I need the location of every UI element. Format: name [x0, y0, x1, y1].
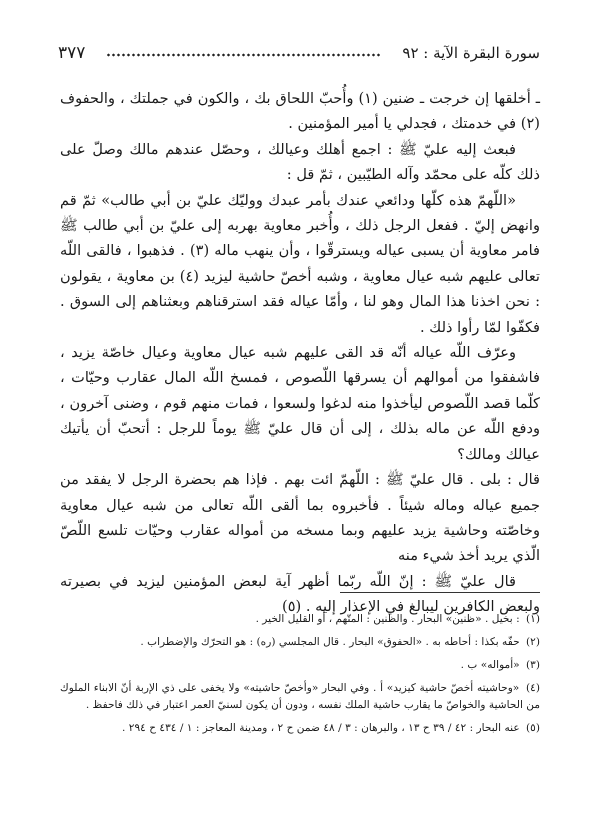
footnote: [60, 680, 540, 714]
footnote-text: «وحاشيته أخصّ حاشية كيزيد» أ . وفي البحار «وأخصّ حاشيته» ولا يخفى على ذي الإربة أنّ الابناء الملوك من الحاشية والخواصّ ما يقارب حاشية الملك نفسه ، ودون أن يكون لسنيّ العمر اعتبار في ذلك فاحفظ .: [60, 682, 540, 711]
footnote-number: (١): [526, 613, 540, 625]
footnote-text: : بخيل . «ظنين» البحار . والظنين : المتّهم ، أو القليل الخير .: [255, 613, 520, 625]
paragraph: وعرّف اللّه عياله أنّه قد القى عليهم شبه عيال معاوية وعيال خاصّة يزيد ، فاشفقوا من أموالهم أن يسرقها اللّصوص ، فمسخ اللّه المال عقارب وحيّات ، كلّما قصد اللّصوص ليأخذوا منه لدغوا ولسعوا ، فمات منهم قوم ، وضنى آخرون ، ودفع اللّه عن ماله بذلك ، إلى أن قال عليّ ﷺ يوماً للرجل : أتحبّ أن يأتيك عيالك ومالك؟: [60, 344, 540, 463]
paragraph: فبعث إليه عليّ ﷺ : اجمع أهلك وعيالك ، وحصّل عندهم مالك وصلّ على ذلك كلّه على محمّد وآله الطيّبين ، ثمّ قل :: [60, 140, 540, 184]
header-title: سورة البقرة الآية : ٩٢: [402, 44, 540, 62]
footnotes: [60, 611, 540, 743]
footnote-number: (٣): [526, 659, 540, 671]
footnote: [60, 720, 540, 737]
paragraph: قال : بلى . قال عليّ ﷺ : اللّهمّ ائت بهم . فإذا هم بحضرة الرجل لا يفقد من جميع عياله وماله شيئاً . فأخبروه بما ألقى اللّه تعالى من شبه عيال معاوية وخاصّته وحاشية يزيد عليهم وبما مسخه من أمواله عقارب وحيّات تلسع اللّصّ الّذي يريد أخذ شيء منه: [60, 471, 540, 565]
paragraph: «اللّهمّ هذه كلّها ودائعي عندك بأمر عبدك ووليّك عليّ بن أبي طالب» ثمّ قم وانهض إليّ . ففعل الرجل ذلك ، وأُخبر معاوية بهربه إلى عليّ بن أبي طالب ﷺ فامر معاوية أن يسبى عياله ويسترقّوا ، وأن ينهب ماله (٣) . فذهبوا ، فالقى اللّه تعالى عليهم شبه عيال معاوية ، وشبه أخصّ حاشية ليزيد (٤) بن معاوية ، يقولون : نحن اخذنا هذا المال وهو لنا ، وأمّا عياله فقد استرقناهم وبعثناهم إلى السوق . فكفّوا لمّا رأوا ذلك .: [60, 191, 540, 336]
footnote-number: (٢): [526, 636, 540, 648]
page-number: ٣٧٧: [58, 43, 86, 63]
footnote: [60, 634, 540, 651]
footnote-separator: [340, 592, 540, 593]
footnote-text: حفّه بكذا : أحاطه به . «الحفوق» البحار . قال المجلسي (ره) : هو التحرّك والإضطراب .: [140, 636, 520, 648]
footnote: [60, 611, 540, 628]
footnote: [60, 657, 540, 674]
header-ornament-line: [107, 51, 380, 59]
footnote-text: «أمواله» ب .: [460, 659, 520, 671]
paragraph: قال عليّ ﷺ : إنّ اللّه ربّما أظهر آية لبعض المؤمنين ليزيد في بصيرته ولبعض الكافرين ليبالغ في الإعذار إليه . (٥): [60, 572, 540, 616]
main-text: [60, 86, 540, 620]
footnote-text: عنه البحار : ٤٢ / ٣٩ ح ١٣ ، والبرهان : ٣ / ٤٨ ضمن ح ٢ ، ومدينة المعاجز : ١ / ٤٣٤ ح ٢٩٤ .: [122, 722, 520, 734]
running-header: [58, 40, 540, 66]
footnote-number: (٥): [526, 722, 540, 734]
footnote-number: (٤): [526, 682, 540, 694]
paragraph: ـ أخلقها إن خرجت ـ ضنين (١) وأُحبّ اللحاق بك ، والكون في جملتك ، والحفوف (٢) في خدمتك ، فجدلي يا أمير المؤمنين .: [60, 90, 541, 133]
